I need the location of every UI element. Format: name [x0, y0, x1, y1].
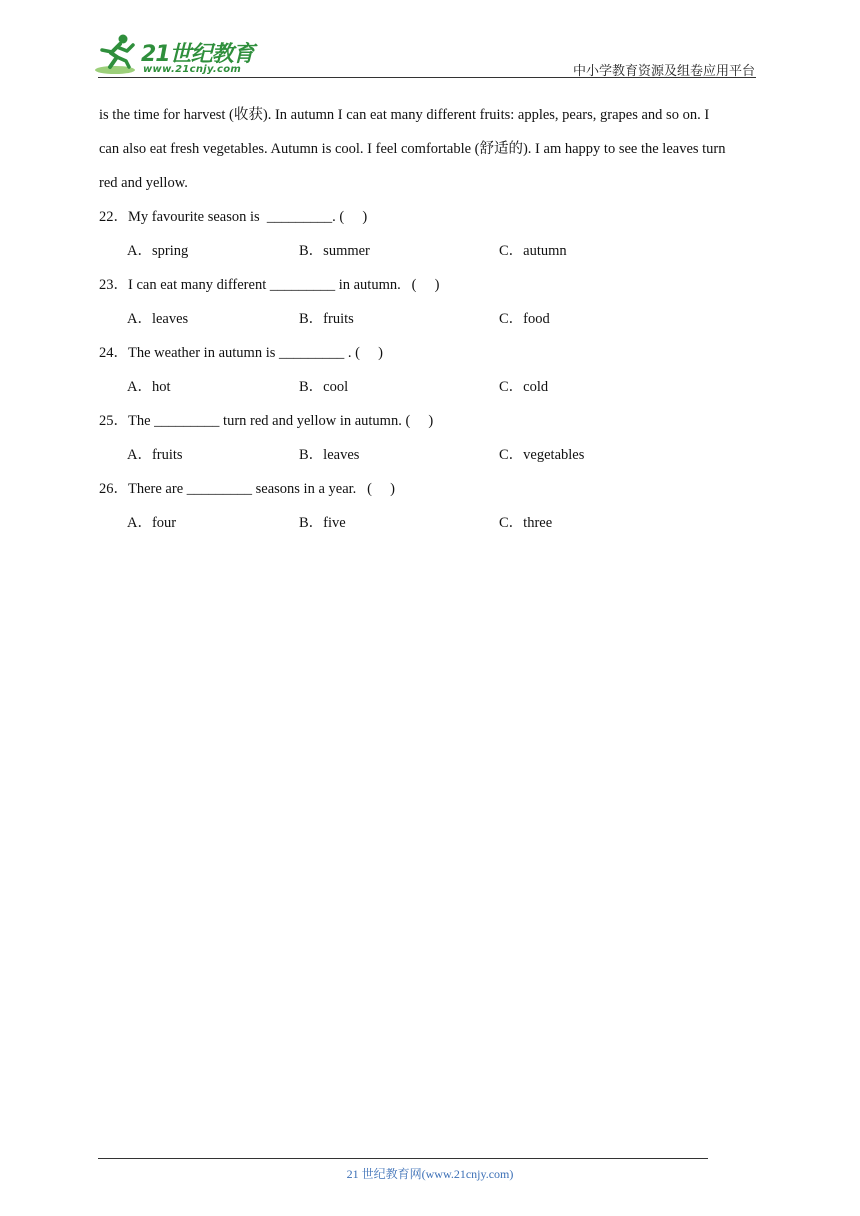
option-b[interactable]: B．cool — [299, 379, 349, 395]
question-list — [99, 200, 762, 540]
option-row — [99, 438, 762, 472]
platform-title: 中小学教育资源及组卷应用平台 — [572, 63, 755, 78]
question-stem: 24．The weather in autumn is _________ . ( ) — [99, 345, 383, 361]
question-25 — [99, 404, 762, 472]
option-b[interactable]: B．leaves — [299, 447, 360, 463]
footer-divider — [98, 1158, 708, 1159]
site-logo[interactable] — [93, 33, 263, 77]
logo-url: www.21cnjy.com — [143, 64, 242, 75]
question-24 — [99, 336, 762, 404]
question-stem: 23．I can eat many different _________ in autumn. ( ) — [99, 277, 440, 293]
page-header — [0, 0, 860, 80]
option-b[interactable]: B．summer — [299, 243, 370, 259]
option-c[interactable]: C．cold — [499, 379, 549, 395]
question-23 — [99, 268, 762, 336]
option-a[interactable]: A．leaves — [127, 311, 189, 327]
reading-passage — [99, 98, 762, 200]
header-divider — [98, 77, 756, 78]
option-a[interactable]: A．four — [127, 515, 177, 531]
question-26 — [99, 472, 762, 540]
option-c[interactable]: C．food — [499, 311, 550, 327]
option-b[interactable]: B．five — [299, 515, 346, 531]
option-a[interactable]: A．spring — [127, 243, 189, 259]
option-c[interactable]: C．vegetables — [499, 447, 585, 463]
passage-line: is the time for harvest (收获). In autumn I can eat many different fruits: apples, pears, grapes and so on. I — [99, 107, 710, 123]
option-a[interactable]: A．fruits — [127, 447, 183, 463]
option-b[interactable]: B．fruits — [299, 311, 354, 327]
question-stem: 25．The _________ turn red and yellow in autumn. ( ) — [99, 413, 434, 429]
passage-line: can also eat fresh vegetables. Autumn is cool. I feel comfortable (舒适的). I am happy to see the leaves turn — [99, 141, 726, 157]
runner-icon — [93, 33, 139, 77]
footer-link[interactable]: 21 世纪教育网(www.21cnjy.com) — [346, 1167, 514, 1181]
option-row — [99, 234, 762, 268]
option-row — [99, 506, 762, 540]
option-row — [99, 302, 762, 336]
option-row — [99, 370, 762, 404]
option-a[interactable]: A．hot — [127, 379, 171, 395]
question-stem: 22．My favourite season is _________. ( ) — [99, 209, 368, 225]
question-22 — [99, 200, 762, 268]
option-c[interactable]: C．three — [499, 515, 553, 531]
option-c[interactable]: C．autumn — [499, 243, 567, 259]
question-stem: 26．There are _________ seasons in a year. ( ) — [99, 481, 395, 497]
logo-text: 21世纪教育 — [141, 42, 254, 67]
passage-line: red and yellow. — [99, 175, 188, 191]
